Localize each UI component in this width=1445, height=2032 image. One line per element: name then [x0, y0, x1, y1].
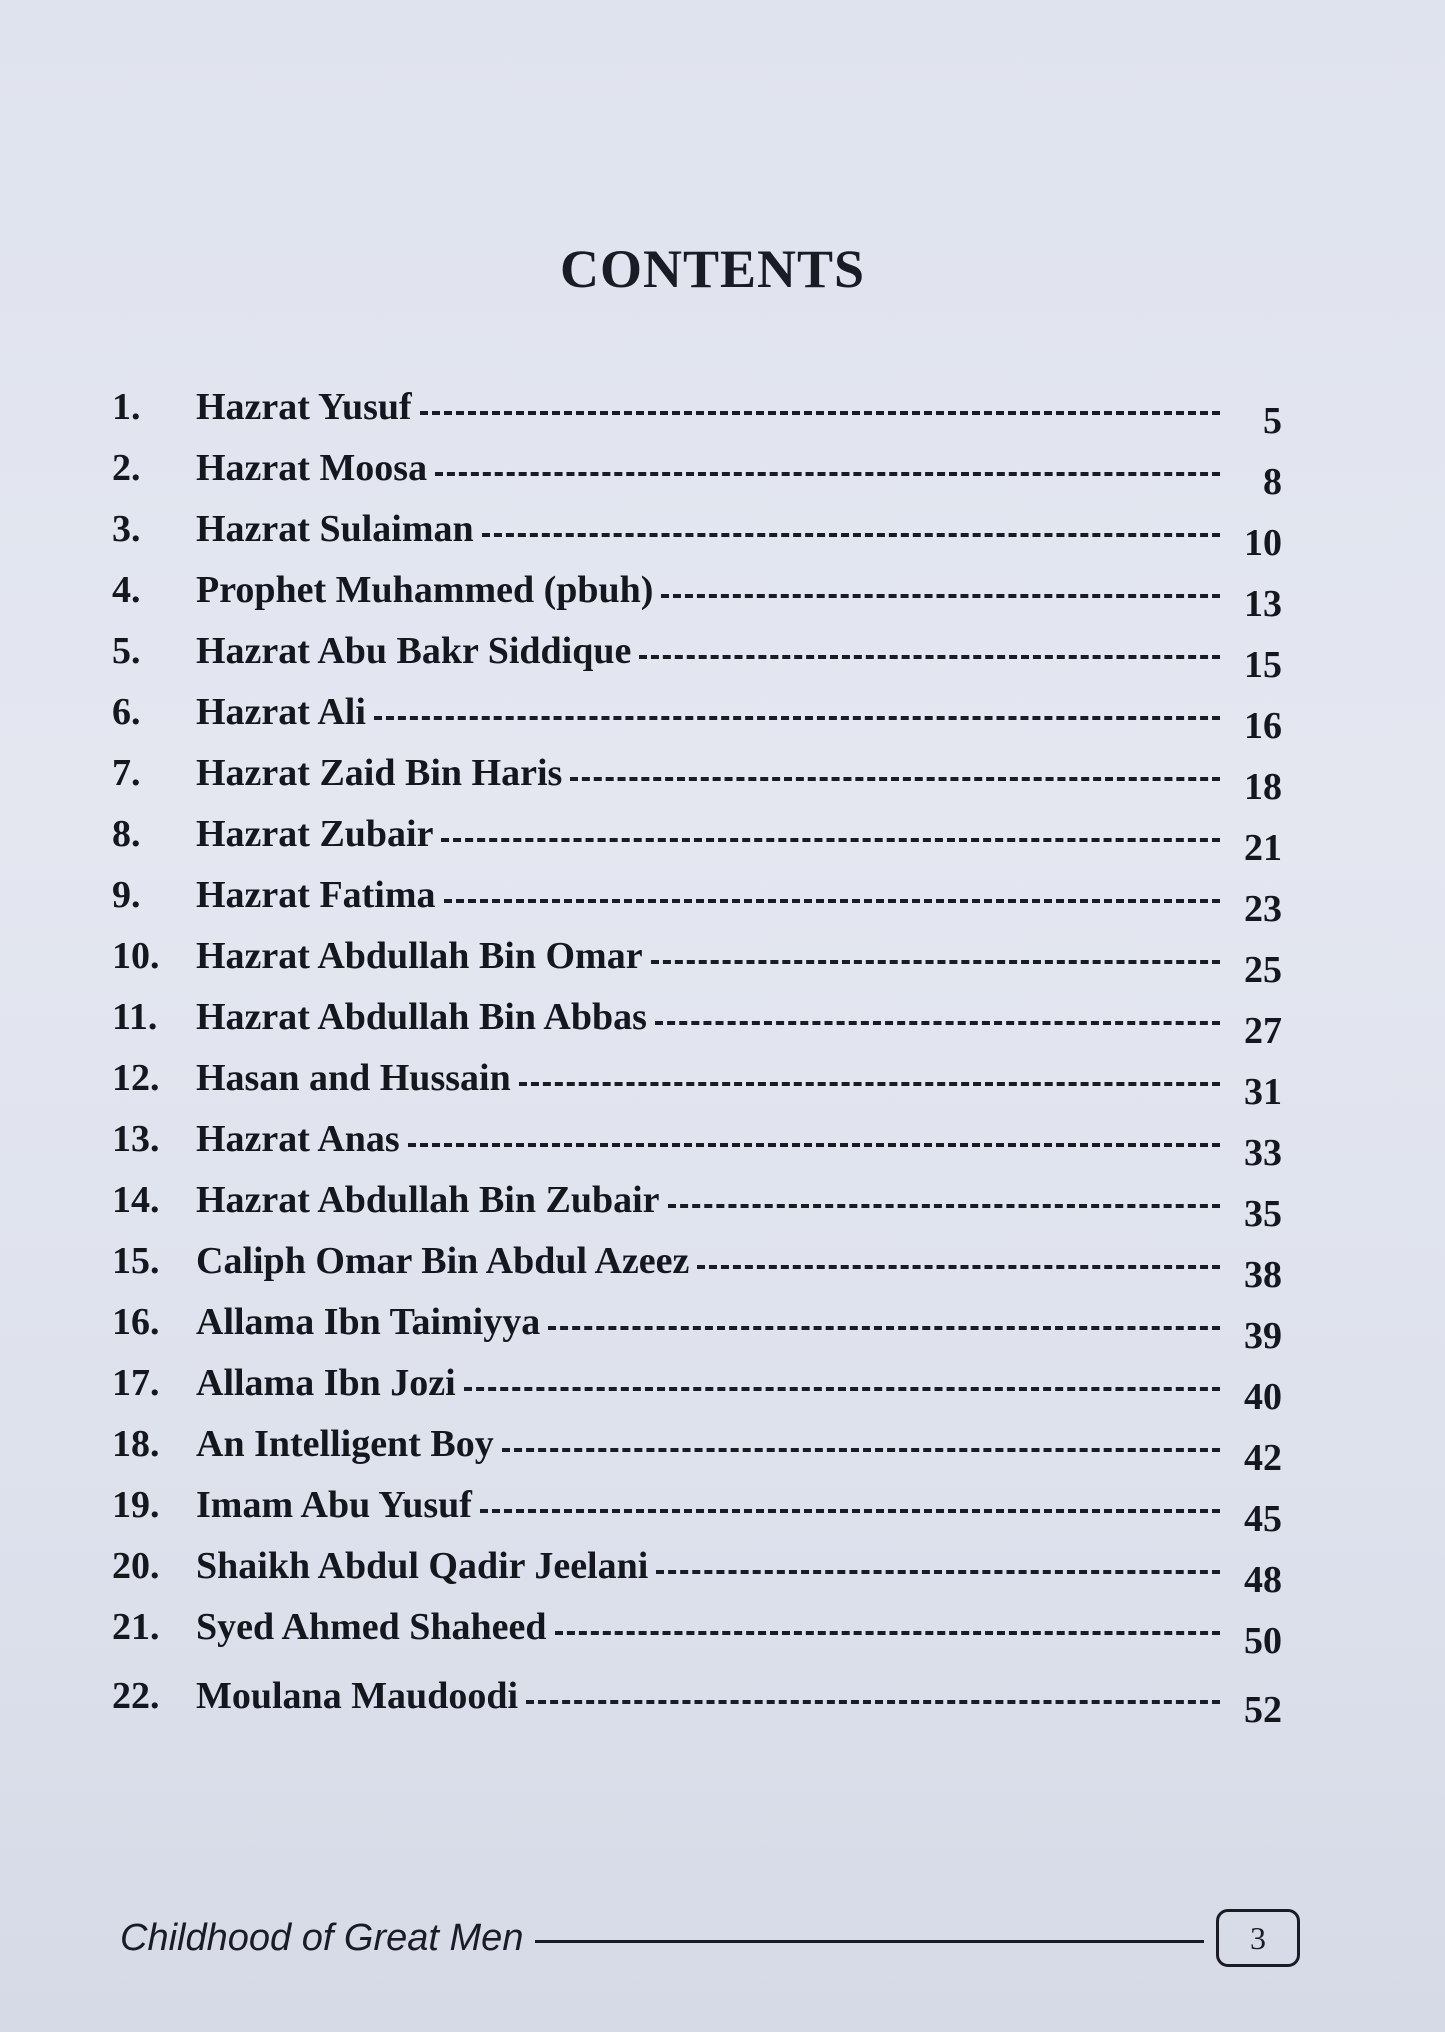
toc-entry-title: Hazrat Abu Bakr Siddique — [196, 630, 632, 672]
toc-entry-number: 13. — [112, 1118, 160, 1160]
toc-entry-page: 10 — [1244, 522, 1282, 564]
toc-entry — [112, 1283, 1282, 1357]
toc-entry-number: 6. — [112, 691, 141, 733]
toc-entry-number: 19. — [112, 1484, 160, 1526]
toc-entry-number: 9. — [112, 874, 141, 916]
toc-entry-number: 7. — [112, 752, 141, 794]
toc-entry-title: Allama Ibn Jozi — [196, 1362, 456, 1404]
toc-entry-title: Allama Ibn Taimiyya — [196, 1301, 541, 1343]
toc-entry-title: Syed Ahmed Shaheed — [196, 1606, 547, 1648]
toc-entry-page: 16 — [1244, 705, 1282, 747]
toc-leader-dashes — [668, 1204, 1220, 1208]
toc-entry — [112, 917, 1282, 991]
toc-leader-dashes — [502, 1448, 1220, 1452]
toc-entry — [112, 1161, 1282, 1235]
toc-entry — [112, 856, 1282, 930]
toc-entry — [112, 429, 1282, 503]
toc-entry-number: 5. — [112, 630, 141, 672]
toc-leader-dashes — [655, 1021, 1220, 1025]
toc-leader-dashes — [482, 533, 1220, 537]
toc-entry — [112, 1588, 1282, 1662]
page-number: 3 — [1250, 1919, 1266, 1956]
toc-entry-number: 1. — [112, 386, 141, 428]
toc-leader-dashes — [651, 960, 1220, 964]
toc-leader-dashes — [480, 1509, 1220, 1513]
toc-entry-number: 16. — [112, 1301, 160, 1343]
toc-leader-dashes — [374, 716, 1220, 720]
toc-leader-dashes — [519, 1082, 1220, 1086]
page-title: CONTENTS — [559, 239, 866, 299]
toc-entry-page: 23 — [1244, 888, 1282, 930]
toc-leader-dashes — [555, 1631, 1220, 1635]
toc-entry-page: 50 — [1244, 1620, 1282, 1662]
toc-entry — [112, 1466, 1282, 1540]
toc-entry-title: Hazrat Abdullah Bin Abbas — [196, 996, 647, 1038]
toc-entry — [112, 612, 1282, 686]
toc-entry — [112, 795, 1282, 869]
toc-entry-number: 3. — [112, 508, 141, 550]
toc-entry — [112, 1039, 1282, 1113]
toc-entry-number: 10. — [112, 935, 160, 977]
toc-entry-title: Hazrat Ali — [196, 691, 366, 733]
toc-entry — [112, 673, 1282, 747]
toc-entry-page: 31 — [1244, 1071, 1282, 1113]
toc-leader-dashes — [570, 777, 1220, 781]
toc-entry-page: 27 — [1244, 1010, 1282, 1052]
toc-entry-number: 17. — [112, 1362, 160, 1404]
toc-entry — [112, 1405, 1282, 1479]
footer-book-title: Childhood of Great Men — [120, 1916, 524, 1959]
toc-entry-number: 15. — [112, 1240, 160, 1282]
toc-entry-number: 2. — [112, 447, 141, 489]
toc-entry-title: Hazrat Abdullah Bin Zubair — [196, 1179, 660, 1221]
toc-leader-dashes — [697, 1265, 1220, 1269]
toc-entry-number: 21. — [112, 1606, 160, 1648]
toc-entry — [112, 1527, 1282, 1601]
toc-leader-dashes — [435, 472, 1220, 476]
toc-entry-title: Moulana Maudoodi — [196, 1675, 519, 1717]
toc-entry-page: 38 — [1244, 1254, 1282, 1296]
toc-entry — [112, 734, 1282, 808]
toc-entry-title: Hazrat Moosa — [196, 447, 428, 489]
toc-entry-number: 4. — [112, 569, 141, 611]
toc-entry-title: Hazrat Abdullah Bin Omar — [196, 935, 643, 977]
toc-entry — [112, 368, 1282, 442]
toc-entry — [112, 1657, 1282, 1731]
toc-leader-dashes — [526, 1700, 1220, 1704]
toc-entry-page: 18 — [1244, 766, 1282, 808]
toc-entry-title: Hazrat Sulaiman — [196, 508, 474, 550]
toc-entry-number: 11. — [112, 996, 158, 1038]
toc-entry-title: Hazrat Fatima — [196, 874, 436, 916]
toc-entry-page: 45 — [1244, 1498, 1282, 1540]
toc-entry-page: 5 — [1263, 400, 1282, 442]
toc-entry-title: Hazrat Zubair — [196, 813, 434, 855]
toc-entry-number: 22. — [112, 1675, 160, 1717]
toc-entry-page: 42 — [1244, 1437, 1282, 1479]
toc-entry-page: 21 — [1244, 827, 1282, 869]
toc-entry-title: An Intelligent Boy — [196, 1423, 494, 1465]
toc-entry-page: 39 — [1244, 1315, 1282, 1357]
toc-entry-title: Hasan and Hussain — [196, 1057, 511, 1099]
toc-leader-dashes — [661, 594, 1220, 598]
toc-leader-dashes — [441, 838, 1220, 842]
toc-leader-dashes — [639, 655, 1220, 659]
toc-leader-dashes — [656, 1570, 1220, 1574]
toc-leader-dashes — [420, 411, 1220, 415]
page-number-box — [1216, 1909, 1300, 1967]
toc-entry-page: 40 — [1244, 1376, 1282, 1418]
toc-entry-title: Hazrat Yusuf — [196, 386, 412, 428]
toc-entry-title: Prophet Muhammed (pbuh) — [196, 569, 654, 611]
toc-entry-page: 52 — [1244, 1689, 1282, 1731]
toc-entry-title: Hazrat Zaid Bin Haris — [196, 752, 563, 794]
toc-leader-dashes — [408, 1143, 1220, 1147]
toc-entry-title: Imam Abu Yusuf — [196, 1484, 472, 1526]
toc-entry-number: 12. — [112, 1057, 160, 1099]
toc-entry-page: 8 — [1263, 461, 1282, 503]
footer-rule — [535, 1940, 1204, 1943]
toc-entry-page: 13 — [1244, 583, 1282, 625]
toc-entry-number: 20. — [112, 1545, 160, 1587]
toc-entry-title: Caliph Omar Bin Abdul Azeez — [196, 1240, 690, 1282]
toc-entry-title: Shaikh Abdul Qadir Jeelani — [196, 1545, 649, 1587]
table-of-contents — [112, 368, 1282, 1731]
toc-leader-dashes — [548, 1326, 1220, 1330]
toc-entry-number: 8. — [112, 813, 141, 855]
toc-entry — [112, 490, 1282, 564]
page-footer — [120, 1908, 1300, 1968]
toc-entry-title: Hazrat Anas — [196, 1118, 400, 1160]
toc-entry-number: 14. — [112, 1179, 160, 1221]
toc-entry-page: 25 — [1244, 949, 1282, 991]
toc-entry — [112, 1222, 1282, 1296]
toc-entry-page: 48 — [1244, 1559, 1282, 1601]
toc-entry-page: 35 — [1244, 1193, 1282, 1235]
toc-entry — [112, 1344, 1282, 1418]
toc-leader-dashes — [444, 899, 1220, 903]
toc-entry-page: 33 — [1244, 1132, 1282, 1174]
toc-entry-number: 18. — [112, 1423, 160, 1465]
toc-entry — [112, 1100, 1282, 1174]
toc-entry — [112, 551, 1282, 625]
toc-entry-page: 15 — [1244, 644, 1282, 686]
toc-leader-dashes — [464, 1387, 1220, 1391]
toc-entry — [112, 978, 1282, 1052]
